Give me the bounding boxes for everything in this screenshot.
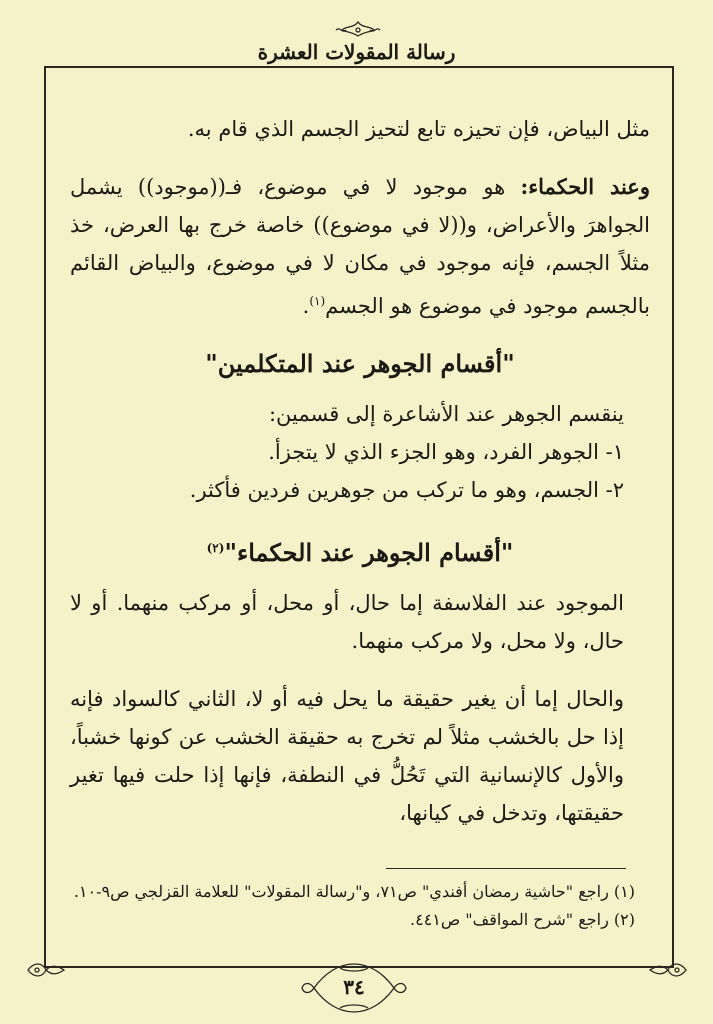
footnote-1: (١) راجع "حاشية رمضان أفندي" ص٧١، و"رسالة المقولات" للعلامة القزلجي ص٩-١٠. — [73, 882, 635, 901]
bottom-right-ornament — [646, 958, 690, 982]
running-header-title: رسالة المقولات العشرة — [257, 40, 456, 64]
header-ornament — [332, 20, 384, 40]
paragraph-2 — [70, 168, 650, 325]
footnotes — [60, 878, 635, 934]
list-item-2: ٢- الجسم، وهو ما تركب من جوهرين فردين فأكثر. — [189, 478, 624, 502]
section-heading-hukama — [70, 529, 650, 572]
paragraph-2-end: . — [302, 294, 310, 318]
section-heading-hukama-text: "أقسام الجوهر عند الحكماء" — [224, 538, 514, 567]
footnote-ref-2: (٢) — [206, 541, 225, 555]
footnote-ref-1: (١) — [309, 294, 326, 308]
section-heading-mutakallimun: "أقسام الجوهر عند المتكلمين" — [205, 349, 515, 378]
paragraph-3: ينقسم الجوهر عند الأشاعرة إلى قسمين: — [268, 402, 624, 426]
page-body — [70, 110, 650, 832]
page-number: ٣٤ — [343, 975, 365, 999]
footnote-2: (٢) راجع "شرح المواقف" ص٤٤١. — [410, 910, 635, 929]
paragraph-5: والحال إما أن يغير حقيقة ما يحل فيه أو لا، الثاني كالسواد فإنه إذا حل بالخشب مثلاً لم تخرج به حقيقة الخشب عن كونها خشباً، والأول كالإنسانية التي تَحُلُّ في النطفة، فإنها إذا حلت فيها تغير حقيقتها، وتدخل في كيانها، — [70, 687, 624, 825]
bottom-left-ornament — [24, 958, 68, 982]
paragraph-4: الموجود عند الفلاسفة إما حال، أو محل، أو مركب منهما. أو لا حال، ولا محل، ولا مركب منهما. — [70, 591, 624, 653]
paragraph-2-lead: وعند الحكماء: — [520, 174, 650, 199]
paragraph-1: مثل البياض، فإن تحيزه تابع لتحيز الجسم الذي قام به. — [187, 117, 650, 141]
paragraph-2-body: هو موجود لا في موضوع، فـ((موجود)) يشمل الجواهرَ والأعراض، و((لا في موضوع)) خاصة خرج بها العرض، خذ مثلاً الجسم، فإنه موجود في مكان لا في موضوع، والبياض القائم بالجسم موجود في موضوع هو الجسم — [70, 175, 650, 318]
footnote-separator — [386, 868, 626, 869]
page-number-ornament — [300, 960, 408, 1016]
list-item-1: ١- الجوهر الفرد، وهو الجزء الذي لا يتجزأ. — [268, 440, 624, 464]
